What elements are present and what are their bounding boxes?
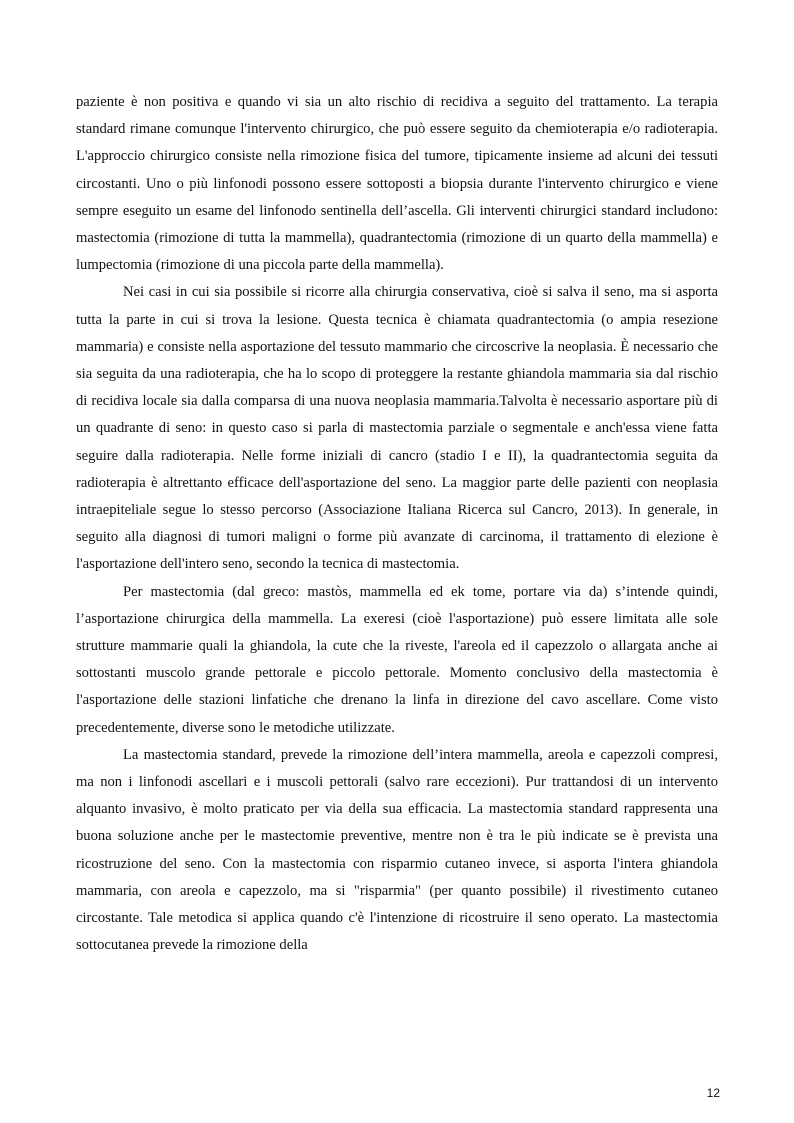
page-number: 12 bbox=[706, 1086, 720, 1100]
paragraph-1: paziente è non positiva e quando vi sia un alto rischio di recidiva a seguito del trattamento. La terapia standard rimane comunque l'intervento chirurgico, che può essere seguito da chemioterapia e/o radioterapia. L'approccio chirurgico consiste nella rimozione fisica del tumore, tipicamente insieme ad alcuni dei tessuti circostanti. Uno o più linfonodi possono essere sottoposti a biopsia durante l'intervento chirurgico e viene sempre eseguito un esame del linfonodo sentinella dell’ascella. Gli interventi chirurgici standard includono: mastectomia (rimozione di tutta la mammella), quadrantectomia (rimozione di un quarto della mammella) e lumpectomia (rimozione di una piccola parte della mammella). bbox=[76, 94, 718, 274]
paragraph-2: Nei casi in cui sia possibile si ricorre alla chirurgia conservativa, cioè si salva il seno, ma si asporta tutta la parte in cui si trova la lesione. Questa tecnica è chiamata quadrantectomia (o ampia resezione mammaria) e consiste nella asportazione del tessuto mammario che circoscrive la neoplasia. È necessario che sia seguita da una radioterapia, che ha lo scopo di proteggere la restante ghiandola mammaria sia dal rischio di recidiva locale sia dalla comparsa di una nuova neoplasia mammaria.Talvolta è necessario asportare più di un quadrante di seno: in questo caso si parla di mastectomia parziale o segmentale e anch'essa viene fatta seguire dalla radioterapia. Nelle forme iniziali di cancro (stadio I e II), la quadrantectomia seguita da radioterapia è altrettanto efficace dell'asportazione del seno. La maggior parte delle pazienti con neoplasia intraepiteliale segue lo stesso percorso (Associazione Italiana Ricerca sul Cancro, 2013). In generale, in seguito alla diagnosi di tumori maligni o forme più avanzate di carcinoma, il trattamento di elezione è l'asportazione dell'intero seno, secondo la tecnica di mastectomia. bbox=[76, 284, 718, 573]
paragraph-3: Per mastectomia (dal greco: mastòs, mammella ed ek tome, portare via da) s’intende quindi, l’asportazione chirurgica della mammella. La exeresi (cioè l'asportazione) può essere limitata alle sole strutture mammarie quali la ghiandola, la cute che la riveste, l'areola ed il capezzolo o allargata anche ai sottostanti muscolo grande pettorale e piccolo pettorale. Momento conclusivo della mastectomia è l'asportazione delle stazioni linfatiche che drenano la linfa in direzione del cavo ascellare. Come visto precedentemente, diverse sono le metodiche utilizzate. bbox=[76, 583, 718, 736]
paragraph-4: La mastectomia standard, prevede la rimozione dell’intera mammella, areola e capezzoli compresi, ma non i linfonodi ascellari e i muscoli pettorali (salvo rare eccezioni). Pur trattandosi di un intervento alquanto invasivo, è molto praticato per via della sua efficacia. La mastectomia standard rappresenta una buona soluzione anche per le mastectomie preventive, mentre non è tra le più indicate se è prevista una ricostruzione del seno. Con la mastectomia con risparmio cutaneo invece, si asporta l'intera ghiandola mammaria, con areola e capezzolo, ma si "risparmia" (per quanto possibile) il rivestimento cutaneo circostante. Tale metodica si applica quando c'è l'intenzione di ricostruire il seno operato. La mastectomia sottocutanea prevede la rimozione della bbox=[76, 746, 718, 954]
body-text bbox=[76, 89, 718, 960]
